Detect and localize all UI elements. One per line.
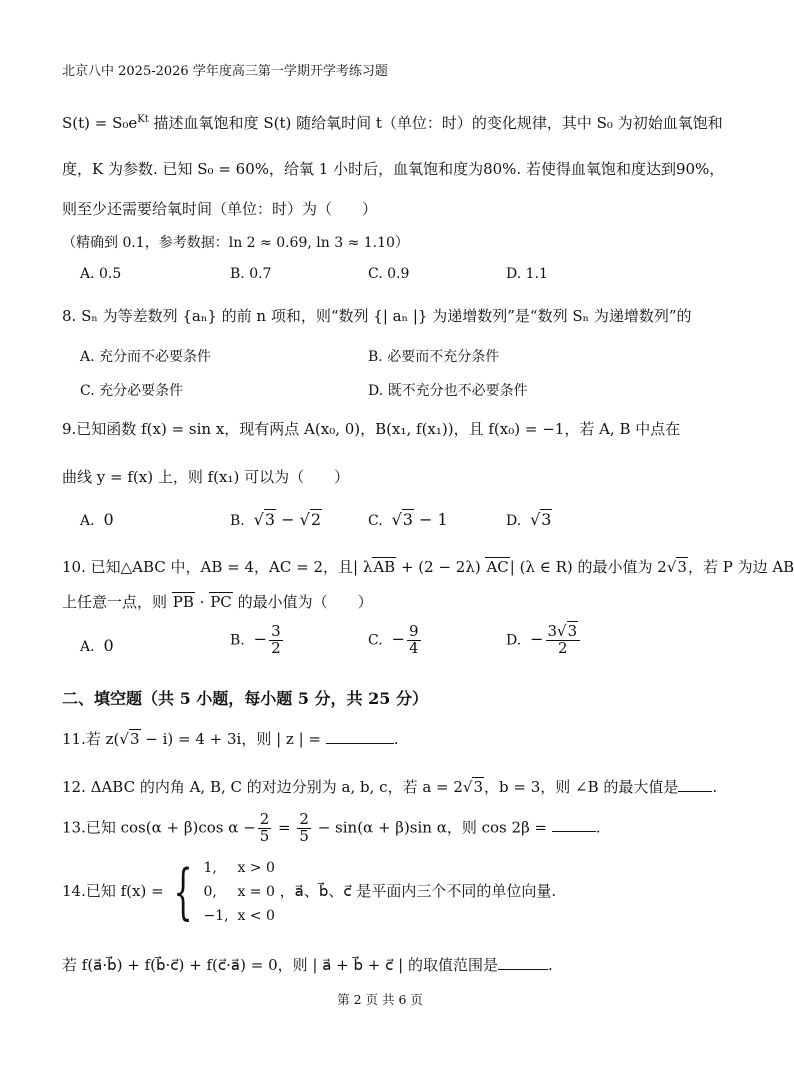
q9-line2: 曲线 y = f(x) 上，则 f(x₁) 可以为（ ） [62, 468, 350, 486]
sqrt-radicand: 3 [473, 778, 484, 796]
q8-option-c[interactable]: C. 充分必要条件 [80, 383, 184, 399]
q14-text-a: 14.已知 f(x) = [62, 882, 164, 900]
sqrt-radicand: 3 [264, 510, 276, 529]
fraction-numerator: 2 [259, 810, 270, 828]
q7-line2: 度，K 为参数. 已知 S₀ = 60%，给氧 1 小时后，血氧饱和度为80%. 若使得血氧饱和度达到90%， [62, 160, 725, 178]
q8-option-b[interactable]: B. 必要而不充分条件 [368, 349, 500, 365]
option-label: B. [230, 632, 245, 649]
option-label: B. [230, 513, 245, 529]
dot-operator: · [194, 593, 210, 611]
fraction-denominator: 4 [408, 638, 419, 657]
q13-text-b: − sin(α + β)sin α，则 cos 2β = [312, 818, 552, 837]
case-condition: x > 0 [237, 860, 275, 876]
q12-text-a: 12. ΔABC 的内角 A, B, C 的对边分别为 a, b, c，若 a = 2 [62, 778, 463, 796]
answer-blank[interactable] [498, 968, 548, 970]
q10-text-d: ，若 P 为边 AB [687, 558, 794, 576]
q9-option-d[interactable]: D. √3 [506, 510, 552, 529]
q13-text-a: 13.已知 cos(α + β)cos α − [62, 818, 256, 837]
option-label: A. [80, 639, 95, 655]
q7-option-b[interactable]: B. 0.7 [230, 266, 272, 282]
q9-option-a[interactable] [80, 510, 114, 529]
q10-text-e: 上任意一点，则 [62, 593, 172, 611]
q10-option-a[interactable] [80, 636, 114, 655]
coefficient: 3 [547, 622, 558, 640]
case-value: −1, [203, 908, 229, 924]
q9-line1: 9.已知函数 f(x) = sin x，现有两点 A(x₀, 0)，B(x₁, f(x₁))，且 f(x₀) = −1，若 A, B 中点在 [62, 420, 681, 438]
q7-line1 [62, 112, 723, 133]
option-label: D. [506, 632, 522, 649]
q9-option-c[interactable]: C. √3 − 1 [368, 510, 448, 529]
option-label: C. [368, 513, 383, 529]
fraction-numerator: 9 [408, 622, 419, 640]
q7-note: （精确到 0.1，参考数据：ln 2 ≈ 0.69, ln 3 ≈ 1.10） [62, 235, 409, 251]
fraction-denominator: 5 [259, 826, 270, 845]
vector-pc: PC [210, 593, 232, 611]
case-condition: x = 0 [237, 884, 275, 900]
vector-pb: PB [172, 593, 194, 611]
option-label: A. [80, 513, 95, 529]
case-condition: x < 0 [237, 908, 275, 924]
sqrt-radicand: 3 [567, 622, 578, 640]
q7-line3: 则至少还需要给氧时间（单位：时）为（ ） [62, 200, 378, 218]
q7-option-d[interactable]: D. 1.1 [506, 266, 548, 282]
sqrt-radicand: 3 [402, 510, 413, 529]
option-value: 0 [103, 510, 114, 529]
q8-option-d[interactable]: D. 既不充分也不必要条件 [368, 383, 528, 399]
fraction-denominator: 5 [299, 826, 309, 845]
q12-line: 12. ΔABC 的内角 A, B, C 的对边分别为 a, b, c，若 a = 2√3，b = 3，则 ∠B 的最大值是 . [62, 778, 718, 796]
q12-text-b: ，b = 3，则 ∠B 的最大值是 [484, 778, 679, 796]
option-value: 0 [103, 636, 114, 655]
q13-line [62, 812, 601, 845]
q11-line: 11.若 z(√3 − i) = 4 + 3i，则 | z | = . [62, 730, 399, 748]
q10-text-b: + (2 − 2λ) [396, 558, 486, 576]
vector-ac: AC [486, 558, 509, 576]
period: . [547, 956, 553, 974]
q14-line1 [62, 856, 556, 928]
left-brace: { [174, 857, 194, 927]
minus-sign: − [276, 510, 300, 529]
answer-blank[interactable] [552, 830, 596, 832]
section-heading: 二、填空题（共 5 小题，每小题 5 分，共 25 分） [62, 689, 428, 708]
sqrt-radicand: 3 [541, 510, 552, 529]
minus-sign: − [253, 629, 268, 649]
q7-line1-text: 描述血氧饱和度 S(t) 随给氧时间 t（单位：时）的变化规律，其中 S₀ 为初始血氧饱和 [148, 114, 723, 132]
q8-stem: 8. Sₙ 为等差数列 {aₙ} 的前 n 项和，则“数列 {| aₙ |} 为递增数列”是“数列 Sₙ 为递增数列”的 [62, 307, 692, 325]
q9-option-b[interactable]: B. √3 − √2 [230, 510, 322, 529]
q10-text-f: 的最小值为（ ） [232, 593, 373, 611]
q10-option-d[interactable]: D. − $\frac{3√3}{2}$ [506, 624, 582, 657]
q7-exponent: Kt [137, 114, 149, 125]
option-tail: − 1 [413, 510, 448, 529]
fraction-denominator: 2 [271, 638, 281, 657]
q10-option-b[interactable] [230, 624, 285, 657]
option-label: C. [368, 632, 383, 649]
answer-blank[interactable] [326, 742, 394, 744]
q10-option-c[interactable] [368, 624, 423, 657]
period: . [712, 778, 718, 796]
case-value: 1, [203, 860, 217, 876]
fraction-denominator: 2 [558, 638, 568, 657]
period: . [595, 818, 601, 837]
fraction-numerator: 3 [271, 622, 281, 640]
option-label: D. [506, 513, 522, 529]
minus-sign: − [530, 629, 544, 649]
page-footer: 第 2 页 共 6 页 [337, 992, 423, 1007]
q10-line1: 10. 已知△ABC 中，AB = 4，AC = 2，且| λAB + (2 − 2λ) AC| (λ ∈ R) 的最小值为 2√3，若 P 为边 AB [62, 558, 794, 576]
q7-option-a[interactable]: A. 0.5 [80, 266, 122, 282]
sqrt-radicand: 3 [129, 730, 140, 748]
vector-ab: AB [373, 558, 396, 576]
q11-text-b: − i) = 4 + 3i，则 | z | = [140, 730, 326, 748]
q7-formula: S(t) = S₀e [62, 114, 138, 132]
q7-option-c[interactable]: C. 0.9 [368, 266, 410, 282]
case-value: 0, [203, 884, 217, 900]
page-header: 北京八中 2025-2026 学年度高三第一学期开学考练习题 [62, 64, 388, 79]
sqrt-radicand: 2 [310, 510, 322, 529]
fraction-numerator: 2 [299, 810, 309, 828]
q14-text-c: 若 f(a⃗·b⃗) + f(b⃗·c⃗) + f(c⃗·a⃗) = 0，则 | a⃗ + b⃗ + c⃗ | 的取值范围是 [62, 956, 498, 974]
sqrt-radicand: 3 [677, 558, 687, 576]
q11-text-a: 11.若 z( [62, 730, 120, 748]
q10-text-c: | (λ ∈ R) 的最小值为 2 [509, 558, 667, 576]
minus-sign: − [391, 629, 405, 649]
q14-line2 [62, 954, 553, 975]
equals-sign: = [273, 818, 296, 837]
q14-text-b: ，a⃗、b⃗、c⃗ 是平面内三个不同的单位向量. [279, 882, 557, 900]
answer-blank[interactable] [678, 790, 712, 792]
q8-option-a[interactable]: A. 充分而不必要条件 [80, 349, 212, 365]
q10-text-a: 10. 已知△ABC 中，AB = 4，AC = 2，且| λ [62, 558, 373, 576]
period: . [393, 730, 399, 748]
q10-line2 [62, 591, 373, 612]
piecewise-cases [203, 856, 274, 928]
